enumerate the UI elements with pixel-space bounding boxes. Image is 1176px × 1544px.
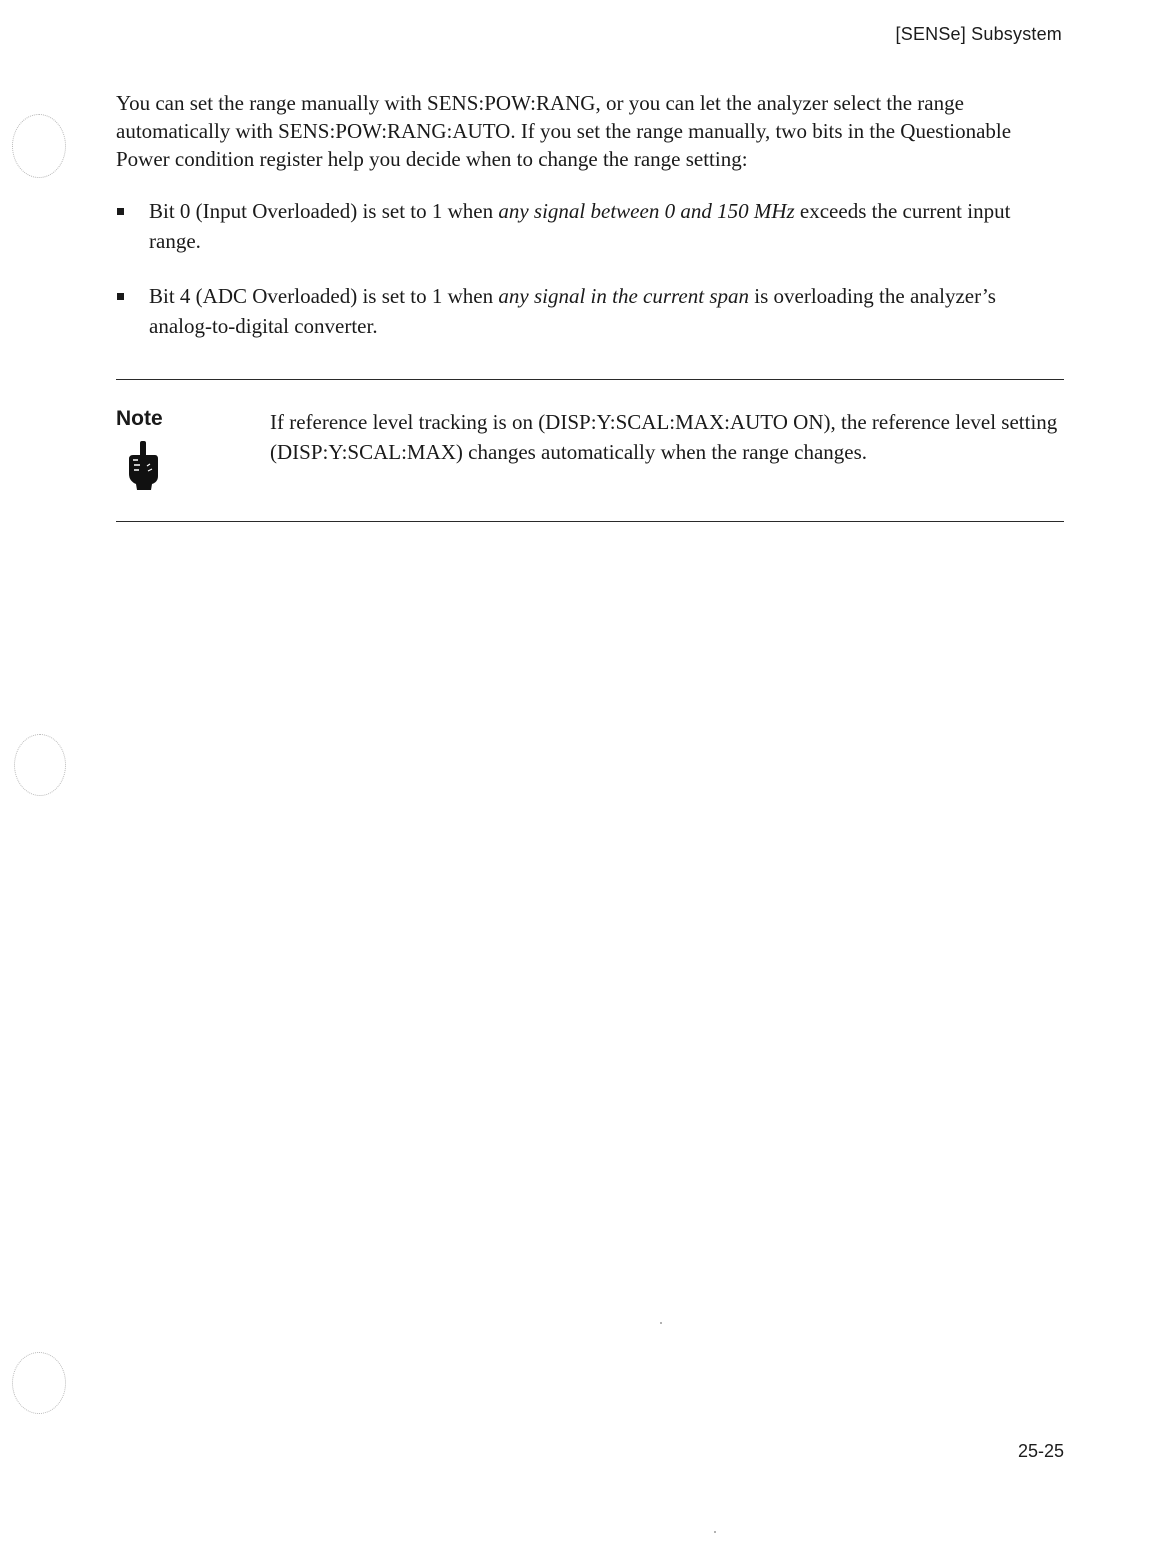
bullet-square-icon: [117, 293, 124, 300]
note-text: If reference level tracking is on (DISP:Y:SCAL:MAX:AUTO ON), the reference level setting (DISP:Y:SCAL:MAX) changes automatically when the range changes.: [270, 410, 1058, 464]
bullet-text: Bit 0 (Input Overloaded) is set to 1 when: [149, 199, 499, 223]
binder-hole-middle: [14, 734, 66, 796]
note-bottom-rule: [116, 521, 1064, 522]
bullet-text: Bit 4 (ADC Overloaded) is set to 1 when: [149, 284, 499, 308]
page-number: 25-25: [1017, 1441, 1064, 1461]
bullet-item-bit4: [116, 281, 1056, 341]
scan-speck: [714, 1531, 716, 1533]
bullet-text: exceeds the current input range.: [149, 199, 1011, 253]
pointing-hand-icon: [126, 440, 160, 492]
bullet-emphasis: any signal between 0 and 150 MHz: [498, 199, 795, 223]
bullet-emphasis: any signal in the current span: [498, 284, 749, 308]
note-label: Note: [116, 407, 163, 430]
bullet-item-bit0: [116, 196, 1056, 256]
binder-hole-bottom: [12, 1352, 66, 1414]
binder-hole-top: [12, 114, 66, 178]
note-top-rule: [116, 379, 1064, 380]
bullet-square-icon: [117, 208, 124, 215]
intro-paragraph: You can set the range manually with SENS:POW:RANG, or you can let the analyzer select the range automatically with SENS:POW:RANG:AUTO. If you set the range manually, two bits in the Questionable Power condition register help you decide when to change the range setting:: [116, 91, 1012, 171]
running-header: [SENSe] Subsystem: [895, 24, 1062, 44]
bullet-text: is overloading the analyzer’s analog-to-digital converter.: [149, 284, 996, 338]
scan-speck: [660, 1322, 662, 1324]
bullet-list: [116, 196, 1056, 366]
